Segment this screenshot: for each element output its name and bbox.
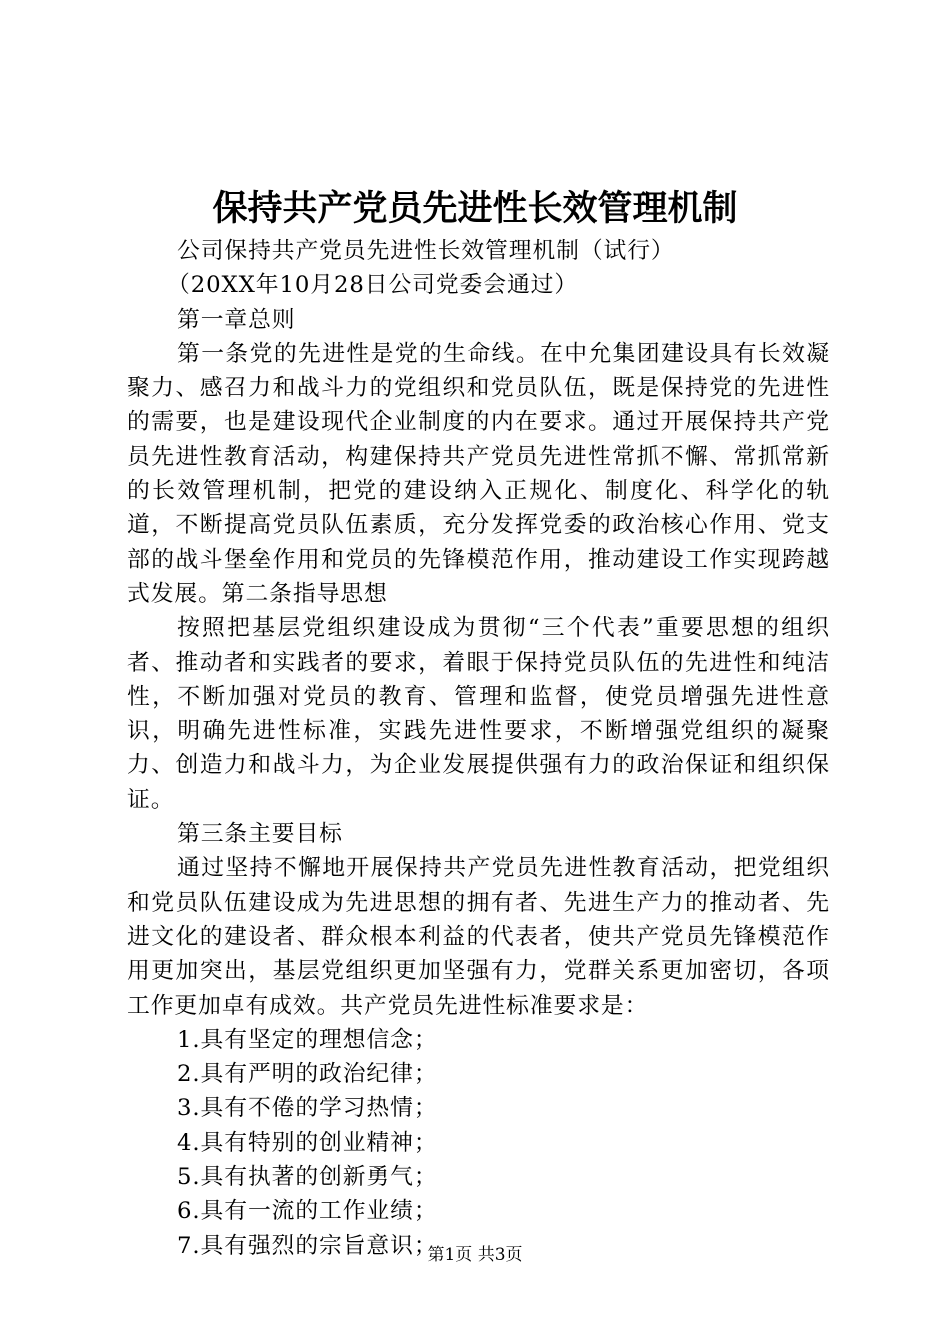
subtitle-line: 公司保持共产党员先进性长效管理机制（试行） (177, 238, 675, 264)
adoption-date-line: （20XX年10月28日公司党委会通过） (167, 272, 579, 299)
list-item: 3.具有不倦的学习热情； (177, 1095, 438, 1122)
list-item: 5.具有执著的创新勇气； (177, 1164, 438, 1191)
document-body (127, 234, 830, 1263)
page-footer: 第1页 共3页 (427, 1245, 523, 1265)
list-item: 2.具有严明的政治纪律； (177, 1061, 438, 1088)
list-item: 1.具有坚定的理想信念； (177, 1026, 438, 1053)
chapter-heading: 第一章总则 (177, 306, 296, 333)
standards-list (127, 1023, 830, 1263)
article-3-paragraph: 通过坚持不懈地开展保持共产党员先进性教育活动，把党组织和党员队伍建设成为先进思想的拥有者、先进生产力的推动者、先进文化的建设者、群众根本利益的代表者，使共产党员先锋模范作用更加突出，基层党组织更加坚强有力，党群关系更加密切，各项工作更加卓有成效。共产党员先进性标准要求是： (127, 855, 830, 1019)
article-2-paragraph: 按照把基层党组织建设成为贯彻“三个代表”重要思想的组织者、推动者和实践者的要求，着眼于保持党员队伍的先进性和纯洁性，不断加强对党员的教育、管理和监督，使党员增强先进性意识，明确先进性标准，实践先进性要求，不断增强党组织的凝聚力、创造力和战斗力，为企业发展提供强有力的政治保证和组织保证。 (127, 615, 830, 813)
list-item: 6.具有一流的工作业绩； (177, 1198, 438, 1225)
article-1-paragraph: 第一条党的先进性是党的生命线。在中允集团建设具有长效凝聚力、感召力和战斗力的党组织和党员队伍，既是保持党的先进性的需要，也是建设现代企业制度的内在要求。通过开展保持共产党员先进性教育活动，构建保持共产党员先进性常抓不懈、常抓常新的长效管理机制，把党的建设纳入正规化、制度化、科学化的轨道，不断提高党员队伍素质，充分发挥党委的政治核心作用、党支部的战斗堡垒作用和党员的先锋模范作用，推动建设工作实现跨越式发展。第二条指导思想 (127, 340, 830, 607)
article-3-heading: 第三条主要目标 (177, 821, 343, 848)
list-item: 7.具有强烈的宗旨意识； (177, 1232, 438, 1259)
list-item: 4.具有特别的创业精神； (177, 1129, 438, 1156)
document-title: 保持共产党员先进性长效管理机制 (212, 188, 738, 229)
